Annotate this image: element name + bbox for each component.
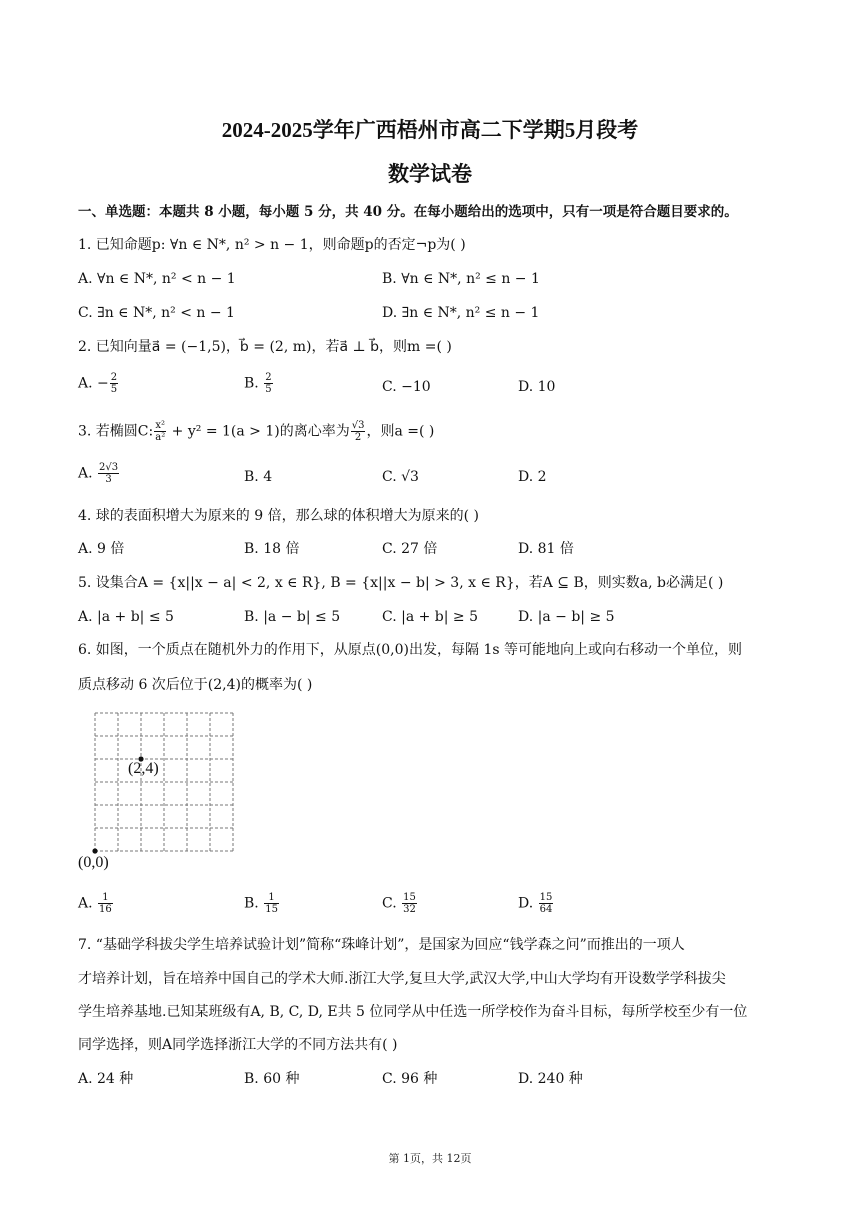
question-3-option-a [78,462,120,485]
fraction [351,420,366,443]
fraction [539,892,554,915]
question-7-line2: 才培养计划，旨在培养中国自己的学术大师.浙江大学,复旦大学,武汉大学,中山大学均有开设数学学科拔尖 [78,971,726,987]
point-label: (2,4) [128,760,159,777]
denominator: 3 [105,474,112,485]
question-6-option-d [518,892,554,915]
question-1-option-a: A. ∀n ∈ N*, n² < n − 1 [78,271,236,287]
question-1-option-c: C. ∃n ∈ N*, n² < n − 1 [78,305,235,321]
numerator: 2√3 [99,462,119,473]
question-4-option-a: A. 9 倍 [78,541,125,557]
option-label: A. [78,465,98,482]
question-3-option-b: B. 4 [244,469,273,485]
numerator: 15 [403,892,416,903]
fraction [264,372,272,395]
question-2-option-a [78,372,119,395]
question-2-option-b [244,372,274,395]
fraction [98,892,113,915]
question-6-option-a [78,892,114,915]
numerator: 2 [265,372,272,383]
denominator: 32 [403,904,416,915]
question-7-option-b: B. 60 种 [244,1071,300,1087]
question-7-option-c: C. 96 种 [382,1071,438,1087]
question-2-option-d: D. 10 [518,379,556,395]
question-6-option-b [244,892,280,915]
fraction [98,462,119,485]
question-7-option-d: D. 240 种 [518,1071,583,1087]
fraction [110,372,118,395]
option-label: B. [244,895,264,912]
question-7-line3: 学生培养基地.已知某班级有A, B, C, D, E共 5 位同学从中任选一所学校作为奋斗目标，每所学校至少有一位 [78,1004,748,1020]
question-3-option-d: D. 2 [518,469,547,485]
option-label: A. − [78,375,109,392]
numerator: 15 [539,892,553,903]
denominator: 5 [265,384,272,395]
question-1-stem: 1. 已知命题p: ∀n ∈ N*, n² > n − 1，则命题p的否定¬p为( ) [78,237,466,253]
numerator: √3 [351,420,365,431]
question-6-stem-line1: 6. 如图，一个质点在随机外力的作用下，从原点(0,0)出发，每隔 1s 等可能地向上或向右移动一个单位，则 [78,642,742,658]
denominator: 15 [265,904,278,915]
option-label: C. [382,895,402,912]
stem-text: + y² = 1(a > 1)的离心率为 [167,423,350,440]
grid-lines [95,713,233,851]
origin-label: (0,0) [78,854,109,871]
numerator: 1 [264,892,279,904]
numerator: x² [155,420,166,431]
question-7-option-a: A. 24 种 [78,1071,134,1087]
denominator: 2 [354,432,362,443]
question-5-stem: 5. 设集合A = {x||x − a| < 2, x ∈ R}, B = {x||x − b| > 3, x ∈ R}，若A ⊆ B，则实数a, b必满足( ) [78,575,724,591]
question-2-option-c: C. −10 [382,379,431,395]
denominator: a² [155,432,166,443]
option-label: B. [244,375,264,392]
question-2-stem: 2. 已知向量a⃗ = (−1,5)，b⃗ = (2, m)，若a⃗ ⊥ b⃗，则m =( ) [78,339,452,355]
numerator: 1 [98,892,113,904]
lattice-grid-figure [70,705,250,875]
numerator: 2 [110,372,118,383]
question-4-option-d: D. 81 倍 [518,541,574,557]
question-1-option-b: B. ∀n ∈ N*, n² ≤ n − 1 [382,271,540,287]
option-label: D. [518,895,538,912]
question-7-line4: 同学选择，则A同学选择浙江大学的不同方法共有( ) [78,1037,398,1053]
question-6-stem-line2: 质点移动 6 次后位于(2,4)的概率为( ) [78,677,313,693]
question-6-option-c [382,892,418,915]
question-5-option-c: C. |a + b| ≥ 5 [382,609,479,625]
question-7-line1: 7. “基础学科拔尖学生培养试验计划”简称“珠峰计划”，是国家为回应“钱学森之问”而推出的一项人 [78,937,685,953]
page-title: 2024-2025学年广西梧州市高二下学期5月段考 [221,118,639,142]
question-5-option-d: D. |a − b| ≥ 5 [518,609,615,625]
question-5-option-a: A. |a + b| ≤ 5 [78,609,174,625]
question-4-option-b: B. 18 倍 [244,541,300,557]
origin-point [92,848,97,853]
option-label: A. [78,895,98,912]
fraction [402,892,417,915]
fraction [154,420,166,443]
denominator: 16 [99,904,112,915]
question-3-option-c: C. √3 [382,469,419,485]
fraction [264,892,279,915]
section-heading: 一、单选题：本题共 8 小题，每小题 5 分，共 40 分。在每小题给出的选项中，只有一项是符合题目要求的。 [78,204,738,220]
question-1-option-d: D. ∃n ∈ N*, n² ≤ n − 1 [382,305,540,321]
page-number: 第 1页，共 12页 [388,1152,472,1165]
question-3-stem [78,420,434,443]
page-subtitle: 数学试卷 [388,162,472,186]
stem-text: 3. 若椭圆C: [78,423,154,440]
question-5-option-b: B. |a − b| ≤ 5 [244,609,341,625]
denominator: 5 [110,384,118,395]
question-4-option-c: C. 27 倍 [382,541,438,557]
stem-text: ，则a =( ) [366,423,435,440]
denominator: 64 [539,904,553,915]
question-4-stem: 4. 球的表面积增大为原来的 9 倍，那么球的体积增大为原来的( ) [78,508,479,524]
